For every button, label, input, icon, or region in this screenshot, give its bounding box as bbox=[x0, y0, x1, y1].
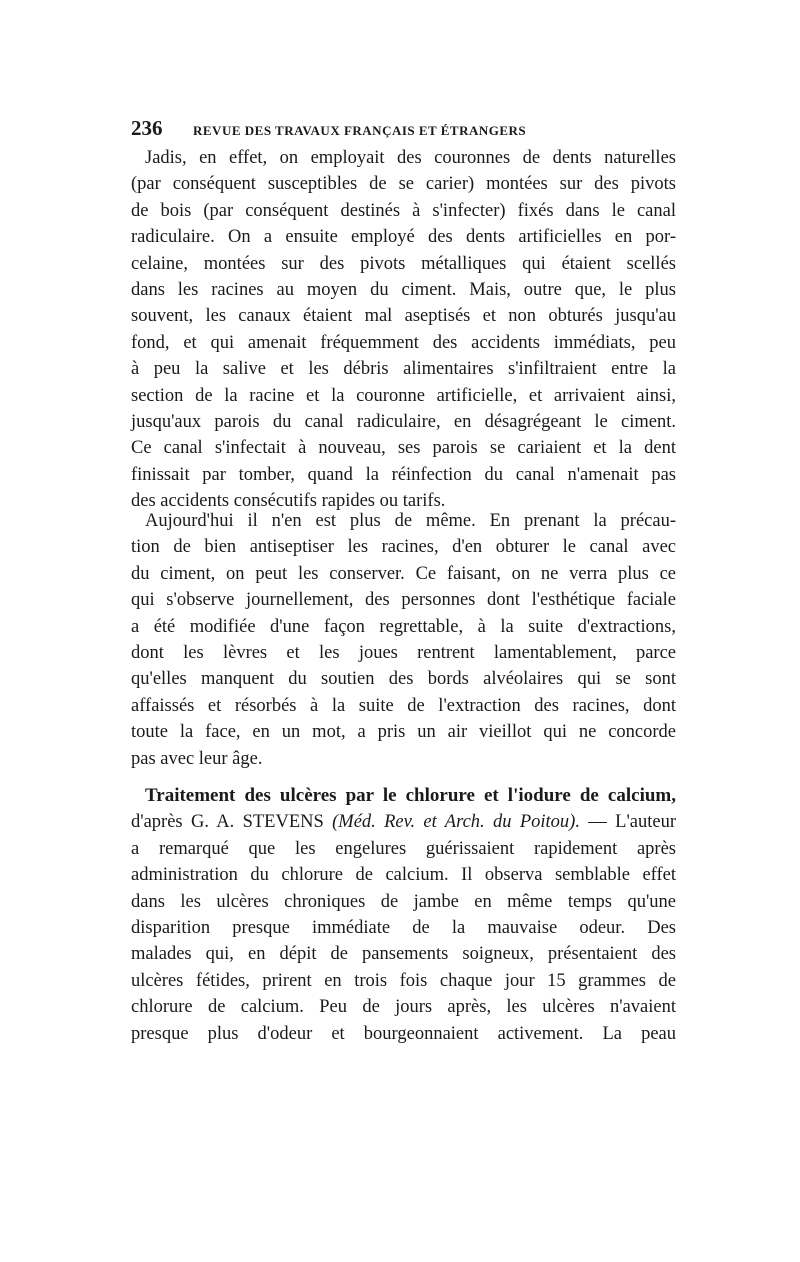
paragraph-2 bbox=[131, 508, 676, 772]
text-line: administration du chlorure de calcium. Il observa semblable effet bbox=[131, 865, 676, 886]
section-ulceres bbox=[131, 783, 676, 1047]
text-line: du ciment, on peut les conserver. Ce faisant, on ne verra plus ce bbox=[131, 563, 676, 584]
text-line: souvent, les canaux étaient mal aseptisés et non obturés jusqu'au bbox=[131, 306, 676, 327]
running-header bbox=[131, 116, 676, 141]
author-name: G. A. STEVENS bbox=[190, 812, 324, 833]
text-line: dans les ulcères chroniques de jambe en même temps qu'une bbox=[131, 891, 676, 912]
source-line bbox=[131, 809, 676, 835]
text-line: des accidents consécutifs rapides ou tarifs. bbox=[131, 491, 446, 512]
text-line: chlorure de calcium. Peu de jours après, les ulcères n'avaient bbox=[131, 997, 676, 1018]
text-line: jusqu'aux parois du canal radiculaire, en désagrégeant le ciment. bbox=[131, 411, 676, 432]
source-suffix: — L'auteur bbox=[579, 812, 676, 833]
text-line: presque plus d'odeur et bourgeonnaient activement. La peau bbox=[131, 1023, 676, 1044]
text-line: qui s'observe journellement, des personnes dont l'esthétique faciale bbox=[131, 590, 676, 611]
text-line: radiculaire. On a ensuite employé des dents artificielles en por- bbox=[131, 227, 676, 248]
text-line: disparition presque immédiate de la mauvaise odeur. Des bbox=[131, 917, 676, 938]
text-line: dans les racines au moyen du ciment. Mais, outre que, le plus bbox=[131, 279, 676, 300]
source-prefix: d'après bbox=[131, 812, 191, 833]
text-line: a remarqué que les engelures guérissaient rapidement après bbox=[131, 838, 676, 859]
text-line: fond, et qui amenait fréquemment des accidents immédiats, peu bbox=[131, 332, 676, 353]
text-line: ulcères fétides, prirent en trois fois chaque jour 15 grammes de bbox=[131, 970, 676, 991]
text-line: pas avec leur âge. bbox=[131, 748, 263, 769]
journal-citation: (Méd. Rev. et Arch. du Poitou). bbox=[332, 812, 580, 833]
text-line: qu'elles manquent du soutien des bords alvéolaires qui se sont bbox=[131, 669, 676, 690]
running-title: REVUE DES TRAVAUX FRANÇAIS ET ÉTRANGERS bbox=[193, 123, 527, 138]
section-heading: Traitement des ulcères par le chlorure et l'iodure de calcium, bbox=[145, 785, 676, 806]
text-line: malades qui, en dépit de pansements soigneux, présentaient des bbox=[131, 944, 676, 965]
text-line: affaissés et résorbés à la suite de l'extraction des racines, dont bbox=[131, 695, 676, 716]
text-line: finissait par tomber, quand la réinfection du canal n'amenait pas bbox=[131, 464, 676, 485]
text-line: dont les lèvres et les joues rentrent lamentablement, parce bbox=[131, 642, 676, 663]
text-line: a été modifiée d'une façon regrettable, à la suite d'extractions, bbox=[131, 616, 676, 637]
text-line: section de la racine et la couronne artificielle, et arrivaient ainsi, bbox=[131, 385, 676, 406]
page-number: 236 bbox=[131, 116, 163, 140]
text-line: de bois (par conséquent destinés à s'infecter) fixés dans le canal bbox=[131, 200, 676, 221]
text-line: à peu la salive et les débris alimentaires s'infiltraient entre la bbox=[131, 359, 676, 380]
text-line: tion de bien antiseptiser les racines, d'en obturer le canal avec bbox=[131, 537, 676, 558]
text-line: Jadis, en effet, on employait des couronnes de dents naturelles bbox=[145, 148, 676, 168]
text-line: Ce canal s'infectait à nouveau, ses parois se cariaient et la dent bbox=[131, 438, 676, 459]
text-line: (par conséquent susceptibles de se carier) montées sur des pivots bbox=[131, 174, 676, 195]
text-line: Aujourd'hui il n'en est plus de même. En prenant la précau- bbox=[145, 511, 676, 531]
text-line: celaine, montées sur des pivots métalliques qui étaient scellés bbox=[131, 253, 676, 274]
text-line: toute la face, en un mot, a pris un air vieillot qui ne concorde bbox=[131, 722, 676, 743]
paragraph-1 bbox=[131, 145, 676, 514]
